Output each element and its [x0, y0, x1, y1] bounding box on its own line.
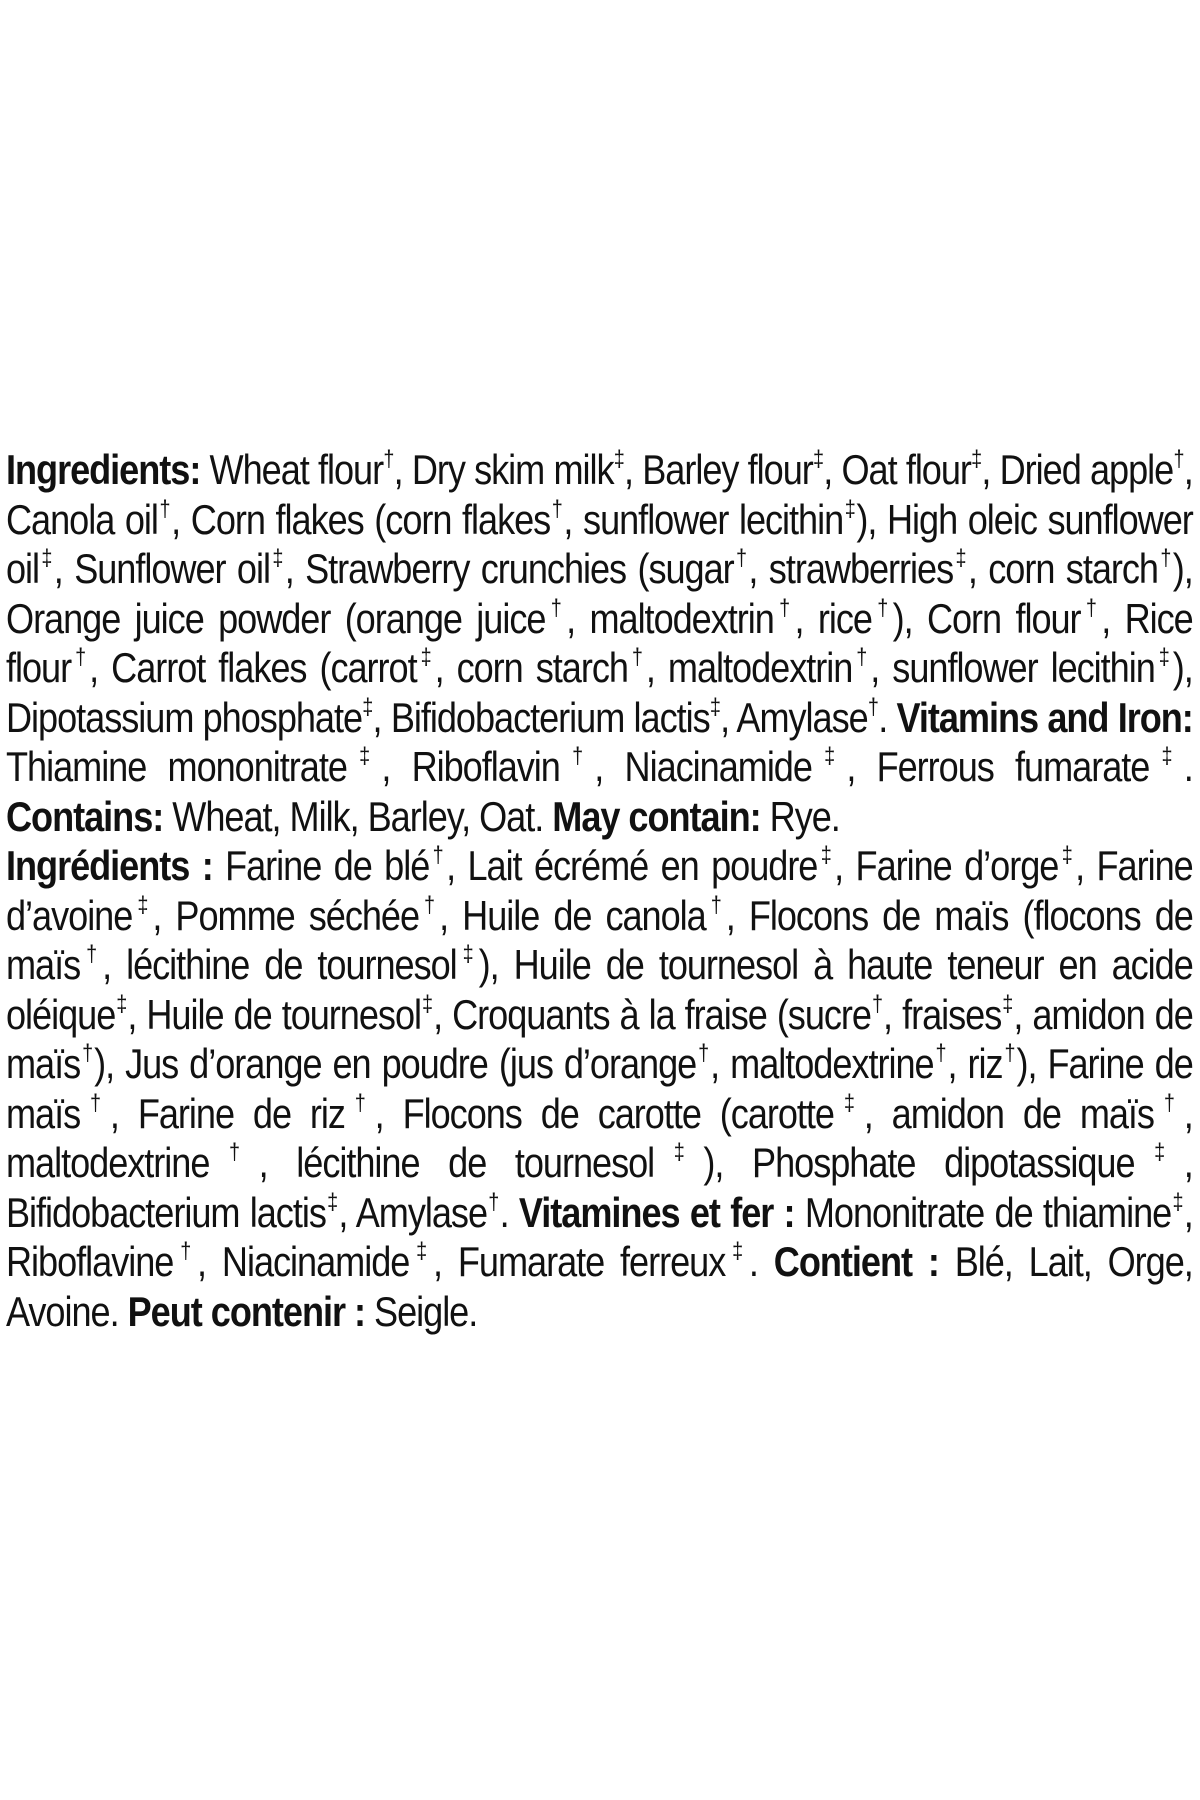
ingredient-item: Ferrous fumarate [876, 743, 1150, 790]
ingredient-item: maltodextrin [667, 644, 853, 691]
ingredient-item: Sunflower oil [74, 545, 270, 592]
footnote-mark: ‡ [269, 544, 285, 571]
ingredient-item: Thiamine mononitrate [6, 743, 347, 790]
ingredient-item: Farine d’orge [855, 842, 1059, 889]
footnote-mark: ‡ [115, 990, 128, 1017]
ingredient-item: Amylase [355, 1188, 488, 1236]
ingredient-item: Rice flour [6, 594, 1193, 691]
footnote-mark: † [1157, 544, 1173, 571]
ingredient-item: corn starch [456, 644, 628, 691]
ingredient-item: maltodextrin [589, 594, 774, 642]
french-ingredients-heading: Ingrédients : [6, 842, 213, 889]
ingredient-item: Riboflavin [411, 743, 560, 790]
footnote-mark: ‡ [709, 693, 721, 720]
ingredient-item: Farine de maïs [6, 1040, 1193, 1137]
ingredient-item: Canola oil [6, 495, 158, 543]
footnote-mark: ‡ [725, 1237, 749, 1264]
ingredient-item: corn starch [988, 545, 1158, 592]
english-ingredients [6, 445, 1193, 841]
ingredient-item: Huile de tournesol [146, 990, 422, 1038]
footnote-mark: † [80, 1039, 95, 1066]
footnote-mark: ‡ [1149, 742, 1184, 769]
footnote-mark: ‡ [132, 891, 153, 918]
footnote-mark: † [705, 891, 726, 918]
ingredient-item: Orange juice powder (orange juice [6, 594, 546, 642]
ingredient-item: Bifidobacterium lactis [390, 693, 710, 741]
french-ingredients [6, 841, 1193, 1336]
ingredient-item: Flocons de carotte (carotte [402, 1089, 834, 1137]
footnote-mark: † [867, 693, 879, 720]
ingredient-item: rice [817, 594, 872, 642]
footnote-mark: † [487, 1188, 500, 1215]
ingredient-item: lécithine de tournesol [296, 1139, 655, 1186]
english-vitamin-list: Thiamine mononitrate‡, Riboflavin†, Niacinamide‡, Ferrous fumarate‡. [6, 742, 1193, 790]
footnote-mark: ‡ [953, 544, 968, 571]
ingredient-item: Niacinamide [624, 743, 812, 790]
ingredient-item: fraises [902, 990, 1002, 1038]
footnote-mark: ‡ [456, 940, 479, 967]
ingredient-item: strawberries [768, 545, 954, 592]
footnote-mark: ‡ [811, 742, 847, 769]
ingredient-item: Huile de canola [462, 891, 706, 939]
ingredients-label [6, 445, 1193, 1336]
footnote-mark: † [550, 495, 564, 522]
ingredient-item: Jus d’orange en poudre (jus d’orange [125, 1040, 697, 1087]
ingredient-item: Dipotassium phosphate [6, 693, 363, 741]
footnote-mark: ‡ [346, 742, 382, 769]
footnote-mark: † [627, 643, 646, 670]
ingredient-item: lécithine de tournesol [126, 941, 457, 988]
footnote-mark: ‡ [416, 643, 435, 670]
ingredient-item: Niacinamide [221, 1238, 410, 1285]
english-vitamins-heading: Vitamins and Iron: [896, 693, 1193, 741]
french-vitamin-list: Mononitrate de thiamine‡, Riboflavine†, Niacinamide‡, Fumarate ferreux‡. [6, 1188, 1193, 1285]
footnote-mark: ‡ [1001, 990, 1014, 1017]
ingredient-item: Pomme séchée [175, 891, 420, 939]
footnote-mark: ‡ [1134, 1138, 1184, 1165]
footnote-mark: ‡ [970, 445, 982, 472]
english-contains-text: Wheat, Milk, Barley, Oat. [172, 792, 544, 840]
footnote-mark: † [871, 594, 893, 621]
ingredient-item: Bifidobacterium lactis [6, 1188, 326, 1236]
ingredient-item: riz [967, 1040, 1003, 1087]
footnote-mark: † [870, 990, 884, 1017]
ingredient-item: sunflower lecithin [892, 644, 1155, 691]
footnote-mark: † [209, 1138, 259, 1165]
footnote-mark: ‡ [325, 1188, 339, 1215]
ingredient-item: Lait écrémé en poudre [467, 842, 818, 889]
footnote-mark: ‡ [1171, 1188, 1184, 1215]
ingredient-item: Phosphate dipotassique [752, 1139, 1135, 1186]
english-may-contain-text: Rye. [769, 792, 840, 840]
ingredient-item: amidon de maïs [6, 990, 1193, 1087]
french-may-contain-heading: Peut contenir : [127, 1287, 366, 1335]
english-contains-heading: Contains: [6, 792, 164, 840]
french-contains-text: Blé, Lait, Orge, Avoine. [6, 1238, 1193, 1335]
footnote-mark: ‡ [1058, 841, 1076, 868]
footnote-mark: † [71, 643, 90, 670]
ingredient-item: Wheat flour [209, 446, 384, 493]
ingredient-item: Croquants à la fraise (sucre [452, 990, 871, 1038]
french-may-contain-text: Seigle. [374, 1287, 478, 1335]
footnote-mark: † [1002, 1039, 1017, 1066]
footnote-mark: † [429, 841, 447, 868]
ingredient-item: Corn flour [926, 594, 1081, 642]
footnote-mark: † [696, 1039, 711, 1066]
ingredient-item: Oat flour [841, 446, 971, 493]
ingredient-item: sunflower lecithin [583, 495, 844, 543]
footnote-mark: † [1153, 1089, 1184, 1116]
ingredient-item: Riboflavine [6, 1238, 174, 1285]
english-ingredients-heading: Ingredients: [6, 446, 201, 493]
footnote-mark: ‡ [1154, 643, 1173, 670]
footnote-mark: ‡ [833, 1089, 864, 1116]
ingredient-item: Fumarate ferreux [457, 1238, 726, 1285]
footnote-mark: † [933, 1039, 948, 1066]
footnote-mark: ‡ [613, 445, 625, 472]
ingredient-item: Farine de blé [225, 842, 430, 889]
footnote-mark: † [80, 1089, 110, 1116]
ingredient-item: High oleic sunflower oil [6, 495, 1193, 592]
ingredient-item: amidon de maïs [891, 1089, 1154, 1137]
footnote-mark: ‡ [843, 495, 857, 522]
footnote-mark: ‡ [421, 990, 434, 1017]
footnote-mark: † [545, 594, 567, 621]
ingredient-item: Dry skim milk [411, 446, 614, 493]
ingredient-item: Flocons de maïs (flocons de maïs [6, 891, 1193, 988]
footnote-mark: † [852, 643, 871, 670]
ingredient-item: Mononitrate de thiamine [804, 1188, 1172, 1236]
footnote-mark: ‡ [362, 693, 373, 720]
english-ingredient-list: Wheat flour†, Dry skim milk‡, Barley flour‡, Oat flour‡, Dried apple†, Canola oil†, Corn flakes (corn flakes†, sunflower lecithin‡), High oleic sunflower oil‡, Sunflower oil‡, Strawberry crunchies (sugar†, strawberries‡, corn starch†), Orange juice powder (orange juice†, maltodextrin†, rice†), Corn flour†, Rice flour†, Carrot flakes (carrot‡, corn starch†, maltodextrin†, sunflower lecithin‡), Dipotassium phosphate‡, Bifidobacterium lactis‡, Amylase†. [6, 445, 1193, 741]
footnote-mark: † [1173, 445, 1184, 472]
footnote-mark: † [419, 891, 440, 918]
footnote-mark: † [1080, 594, 1102, 621]
ingredient-item: Strawberry crunchies (sugar [305, 545, 734, 592]
ingredient-item: Farine de riz [137, 1089, 345, 1137]
footnote-mark: ‡ [817, 841, 835, 868]
french-contains-heading: Contient : [773, 1238, 939, 1285]
footnote-mark: † [173, 1237, 198, 1264]
footnote-mark: † [80, 940, 103, 967]
ingredient-item: maltodextrine [6, 1139, 210, 1186]
footnote-mark: † [383, 445, 394, 472]
ingredient-item: Corn flakes (corn flakes [190, 495, 551, 543]
ingredient-item: Huile de tournesol à haute teneur en acide oléique [6, 941, 1193, 1038]
french-ingredient-list: Farine de blé†, Lait écrémé en poudre‡, Farine d’orge‡, Farine d’avoine‡, Pomme séchée†, Huile de canola†, Flocons de maïs (flocons de maïs†, lécithine de tournesol‡), Huile de tournesol à haute teneur en acide oléique‡, Huile de tournesol‡, Croquants à la fraise (sucre†, fraises‡, amidon de maïs†), Jus d’orange en poudre (jus d’orange†, maltodextrine†, riz†), Farine de maïs†, Farine de riz†, Flocons de carotte (carotte‡, amidon de maïs†, maltodextrine†, lécithine de tournesol‡), Phosphate dipotassique‡, Bifidobacterium lactis‡, Amylase†. [6, 841, 1193, 1236]
footnote-mark: † [157, 495, 172, 522]
footnote-mark: ‡ [39, 544, 54, 571]
ingredient-item: Amylase [736, 693, 868, 741]
english-may-contain-heading: May contain: [552, 792, 761, 840]
footnote-mark: † [773, 594, 795, 621]
footnote-mark: ‡ [812, 445, 824, 472]
french-vitamins-heading: Vitamines et fer : [518, 1188, 795, 1236]
ingredient-item: Dried apple [999, 446, 1174, 493]
footnote-mark: ‡ [654, 1138, 704, 1165]
ingredient-item: Barley flour [642, 446, 813, 493]
ingredient-item: maltodextrine [730, 1040, 934, 1087]
ingredient-item: Carrot flakes (carrot [111, 644, 417, 691]
footnote-mark: † [344, 1089, 375, 1116]
footnote-mark: ‡ [409, 1237, 434, 1264]
ingredient-item: Farine d’avoine [6, 842, 1193, 939]
footnote-mark: † [559, 742, 595, 769]
footnote-mark: † [733, 544, 749, 571]
